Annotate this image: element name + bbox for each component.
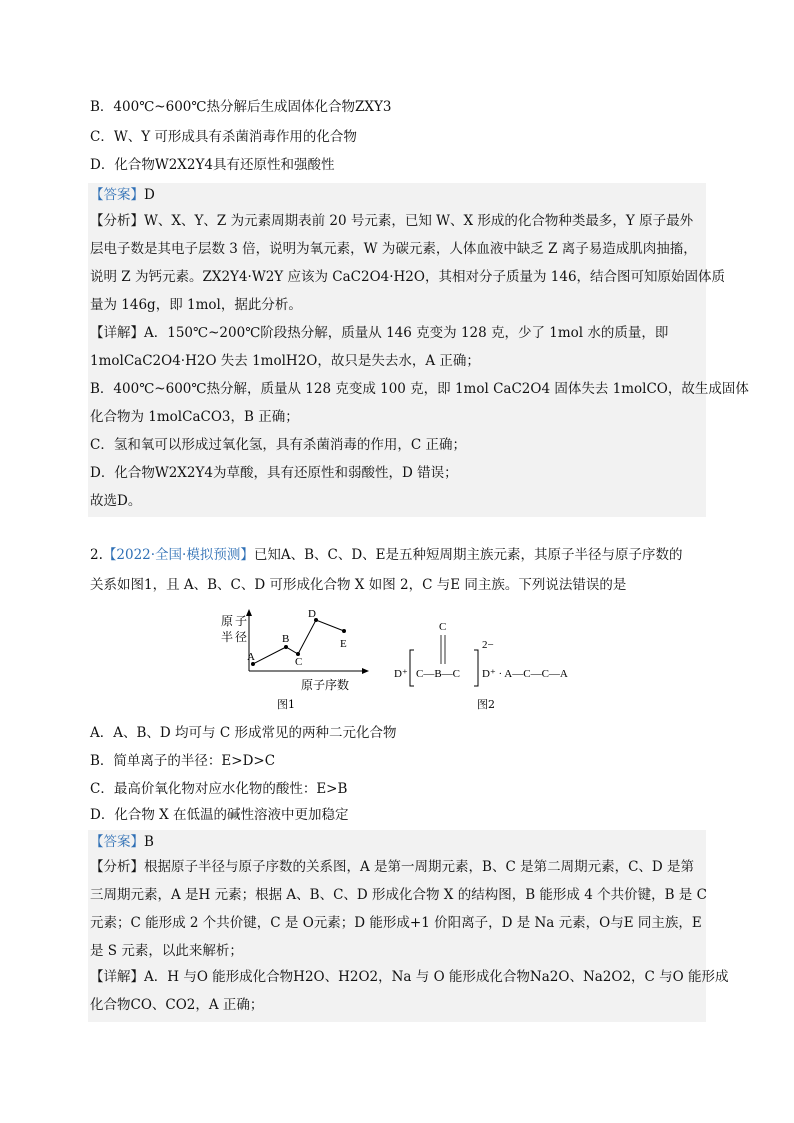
label-c: C: [295, 656, 303, 668]
q1-detail-line: C．氢和氧可以形成过氧化氢，具有杀菌消毒的作用，C 正确；: [90, 437, 466, 453]
q2-detail-line: 化合物CO、CO2，A 正确；: [90, 997, 264, 1013]
ylabel: 半: [221, 630, 234, 644]
right-part: D⁺ · A—C—C—A: [482, 668, 568, 680]
label-b: B: [282, 633, 290, 645]
q2-analysis-line: 【分析】根据原子半径与原子序数的关系图，A 是第一周期元素，B、C 是第二周期元素，C、D 是第: [90, 859, 695, 875]
q2-analysis-line: 元素；C 能形成 2 个共价键，C 是 O元素；D 能形成+1 价阳离子，D 是 Na 元素，O与E 同主族，E: [90, 915, 702, 931]
fig2-caption: 图2: [477, 698, 495, 711]
figure-2: [392, 610, 582, 715]
q1-option-c: C．W、Y 可形成具有杀菌消毒作用的化合物: [90, 129, 357, 145]
ylabel: 径: [235, 630, 248, 644]
q1-detail-line: 1molCaC2O4·H2O 失去 1molH2O，故只是失去水，A 正确；: [90, 353, 480, 369]
q2-option-a: A．A、B、D 均可与 C 形成常见的两种二元化合物: [90, 725, 397, 741]
q2-detail-line: 【详解】A．H 与O 能形成化合物H2O、H2O2，Na 与 O 能形成化合物Na2O、Na2O2，C 与O 能形成: [90, 969, 729, 985]
q2-option-c: C．最高价氧化物对应水化物的酸性：E>B: [90, 781, 348, 797]
point-e: [342, 629, 346, 633]
q2-stem: 2.【2022·全国·模拟预测】已知A、B、C、D、E是五种短周期主族元素，其原子半径与原子序数的: [90, 547, 683, 563]
q1-answer: 【答案】D: [90, 187, 155, 203]
label-a: A: [247, 651, 255, 663]
q2-stem: 关系如图1，且 A、B、C、D 可形成化合物 X 如图 2，C 与E 同主族。下列说法错误的是: [90, 577, 627, 593]
left-ion: D⁺: [394, 668, 408, 680]
q2-option-b: B．简单离子的半径：E>D>C: [90, 753, 276, 769]
q1-detail-line: 故选D。: [90, 493, 142, 509]
q1-detail-line: D．化合物W2X2Y4为草酸，具有还原性和弱酸性，D 错误；: [90, 465, 458, 481]
q1-option-d: D．化合物W2X2Y4具有还原性和强酸性: [90, 157, 335, 173]
ylabel: 子: [235, 614, 248, 628]
q1-detail-line: B．400℃~600℃热分解，质量从 128 克变成 100 克，即 1mol CaC2O4 固体失去 1molCO，故生成固体: [90, 381, 749, 397]
fig1-caption: 图1: [277, 698, 295, 711]
q1-analysis-line: 说明 Z 为钙元素。ZX2Y4·W2Y 应该为 CaC2O4·H2O，其相对分子质量为 146，结合图可知原始固体质: [90, 269, 726, 285]
charge: 2−: [482, 639, 494, 651]
xlabel: 原子序数: [301, 678, 350, 692]
q2-option-d: D．化合物 X 在低温的碱性溶液中更加稳定: [90, 807, 349, 823]
figure-1: [215, 605, 375, 715]
q2-analysis-line: 是 S 元素，以此来解析；: [90, 943, 243, 959]
label-d: D: [308, 608, 316, 620]
svg-text:C: C: [439, 621, 447, 633]
q1-detail-line: 化合物为 1molCaCO3，B 正确；: [90, 409, 299, 425]
q1-detail-line: 【详解】A．150℃~200℃阶段热分解，质量从 146 克变为 128 克，少了 1mol 水的质量，即: [90, 325, 669, 341]
q1-analysis-line: 【分析】W、X、Y、Z 为元素周期表前 20 号元素，已知 W、X 形成的化合物种类最多，Y 原子最外: [90, 213, 694, 229]
point-b: [284, 645, 288, 649]
q1-analysis-line: 量为 146g，即 1mol，据此分析。: [90, 297, 302, 313]
label-e: E: [340, 638, 347, 650]
ylabel: 原: [221, 614, 234, 628]
q2-answer: 【答案】B: [90, 834, 154, 850]
svg-text:C—B—C: C—B—C: [416, 668, 461, 680]
q1-analysis-line: 层电子数是其电子层数 3 倍，说明为氧元素，W 为碳元素，人体血液中缺乏 Z 离子易造成肌肉抽搐，: [90, 241, 697, 257]
q1-option-b: B．400℃~600℃热分解后生成固体化合物ZXY3: [90, 99, 392, 115]
q2-analysis-line: 三周期元素，A 是H 元素；根据 A、B、C、D 形成化合物 X 的结构图，B 能形成 4 个共价键，B 是 C: [90, 887, 707, 903]
